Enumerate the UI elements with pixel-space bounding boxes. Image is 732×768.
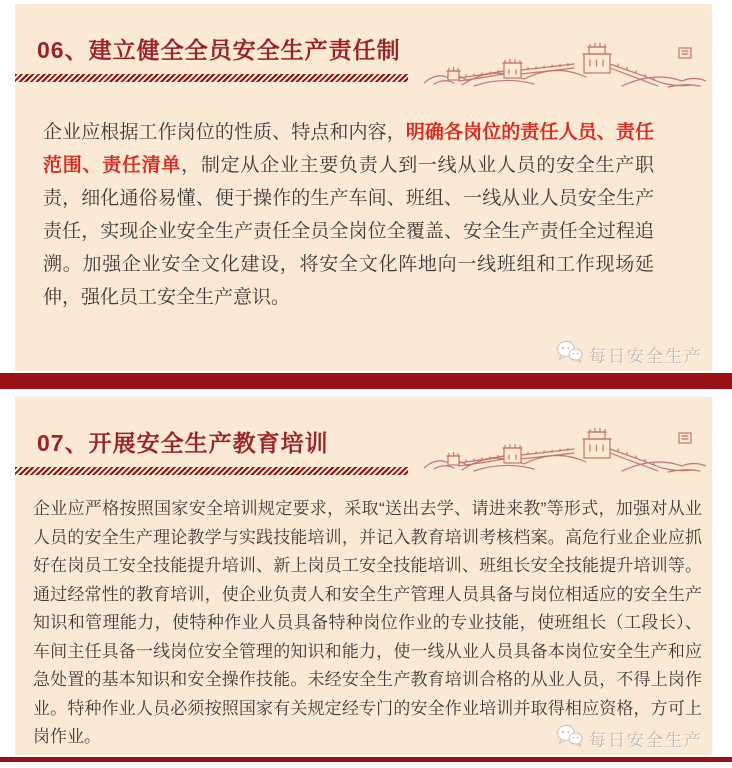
highlighted-text: 明确各岗位的责任人员、责任范围、责任清单: [43, 122, 654, 176]
watermark: [556, 340, 703, 368]
hatched-divider: [15, 467, 408, 475]
bottom-border-line: [0, 757, 732, 762]
section-06-panel: [15, 4, 712, 371]
section-06-paragraph: [43, 116, 654, 314]
section-06-title: 06、建立健全全员安全生产责任制: [37, 37, 401, 63]
paragraph-text: ，制定从企业主要负责人到一线从业人员的安全生产职责，细化通俗易懂、便于操作的生产车间、班组、一线从业人员安全生产责任，实现企业安全生产责任全员全岗位全覆盖、安全生产责任全过程追溯。加强企业安全文化建设，将安全文化阵地向一线班组和工作现场延伸，强化员工安全生产意识。: [43, 155, 654, 308]
great-wall-illustration: [424, 34, 706, 90]
hatched-divider: [15, 74, 408, 82]
section-divider-band: [0, 373, 732, 389]
article-page: [0, 4, 732, 768]
paragraph-text: 企业应根据工作岗位的性质、特点和内容，: [43, 122, 406, 143]
section-07-title: 07、开展安全生产教育培训: [37, 430, 329, 456]
section-07-panel: [15, 397, 712, 755]
great-wall-illustration: [424, 419, 706, 475]
section-07-paragraph: 企业应严格按照国家安全培训规定要求，采取“送出去学、请进来教”等形式，加强对从业人员的安全生产理论教学与实践技能培训，并记入教育培训考核档案。高危行业企业应抓好在岗员工安全技能提升培训、新上岗员工安全技能培训、班组长安全技能提升培训等。通过经常性的教育培训，使企业负责人和安全生产管理人员具备与岗位相适应的安全生产知识和管理能力，使特种作业人员具备特种岗位作业的专业技能，使班组长（工段长）、车间主任具备一线岗位安全管理的知识和能力，使一线从业人员具备本岗位安全生产和应急处置的基本知识和安全操作技能。未经安全生产教育培训合格的从业人员，不得上岗作业。特种作业人员必须按照国家有关规定经专门的安全作业培训并取得相应资格，方可上岗作业。: [33, 499, 702, 746]
watermark: [556, 724, 703, 752]
wechat-icon: [556, 724, 583, 752]
watermark-text: 每日安全生产: [589, 346, 703, 366]
watermark-text: 每日安全生产: [589, 730, 703, 750]
wechat-icon: [556, 340, 583, 368]
